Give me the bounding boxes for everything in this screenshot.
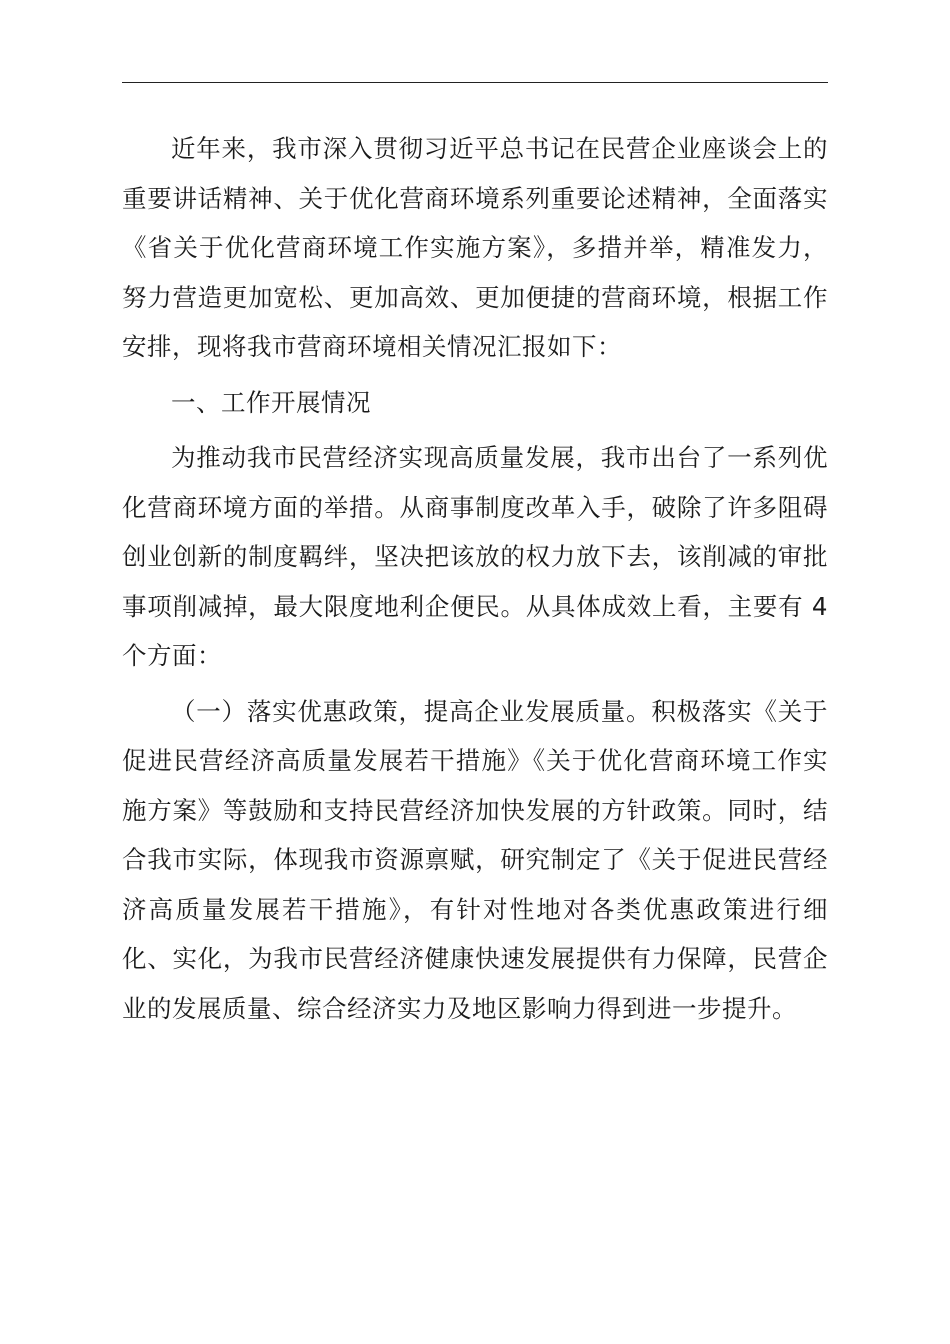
section-heading: 一、工作开展情况 <box>171 387 371 417</box>
intro-paragraph: 近年来，我市深入贯彻习近平总书记在民营企业座谈会上的重要讲话精神、关于优化营商环境系列重要论述精神，全面落实《省关于优化营商环境工作实施方案》，多措并举，精准发力，努力营造更加宽松、更加高效、更加便捷的营商环境，根据工作安排，现将我市营商环境相关情况汇报如下： <box>122 134 828 361</box>
body-paragraph: 为推动我市民营经济实现高质量发展，我市出台了一系列优化营商环境方面的举措。从商事制度改革入手，破除了许多阻碍创业创新的制度羁绊，坚决把该放的权力放下去，该削减的审批事项削减掉，最大限度地利企便民。从具体成效上看，主要有 4 个方面： <box>122 443 828 670</box>
subsection-paragraph: （一）落实优惠政策，提高企业发展质量。积极落实《关于促进民营经济高质量发展若干措施》《关于优化营商环境工作实施方案》等鼓励和支持民营经济加快发展的方针政策。同时，结合我市实际，体现我市资源禀赋，研究制定了《关于促进民营经济高质量发展若干措施》，有针对性地对各类优惠政策进行细化、实化，为我市民营经济健康快速发展提供有力保障，民营企业的发展质量、综合经济实力及地区影响力得到进一步提升。 <box>122 696 828 1023</box>
document-body <box>122 124 828 1033</box>
header-rule <box>122 82 828 83</box>
